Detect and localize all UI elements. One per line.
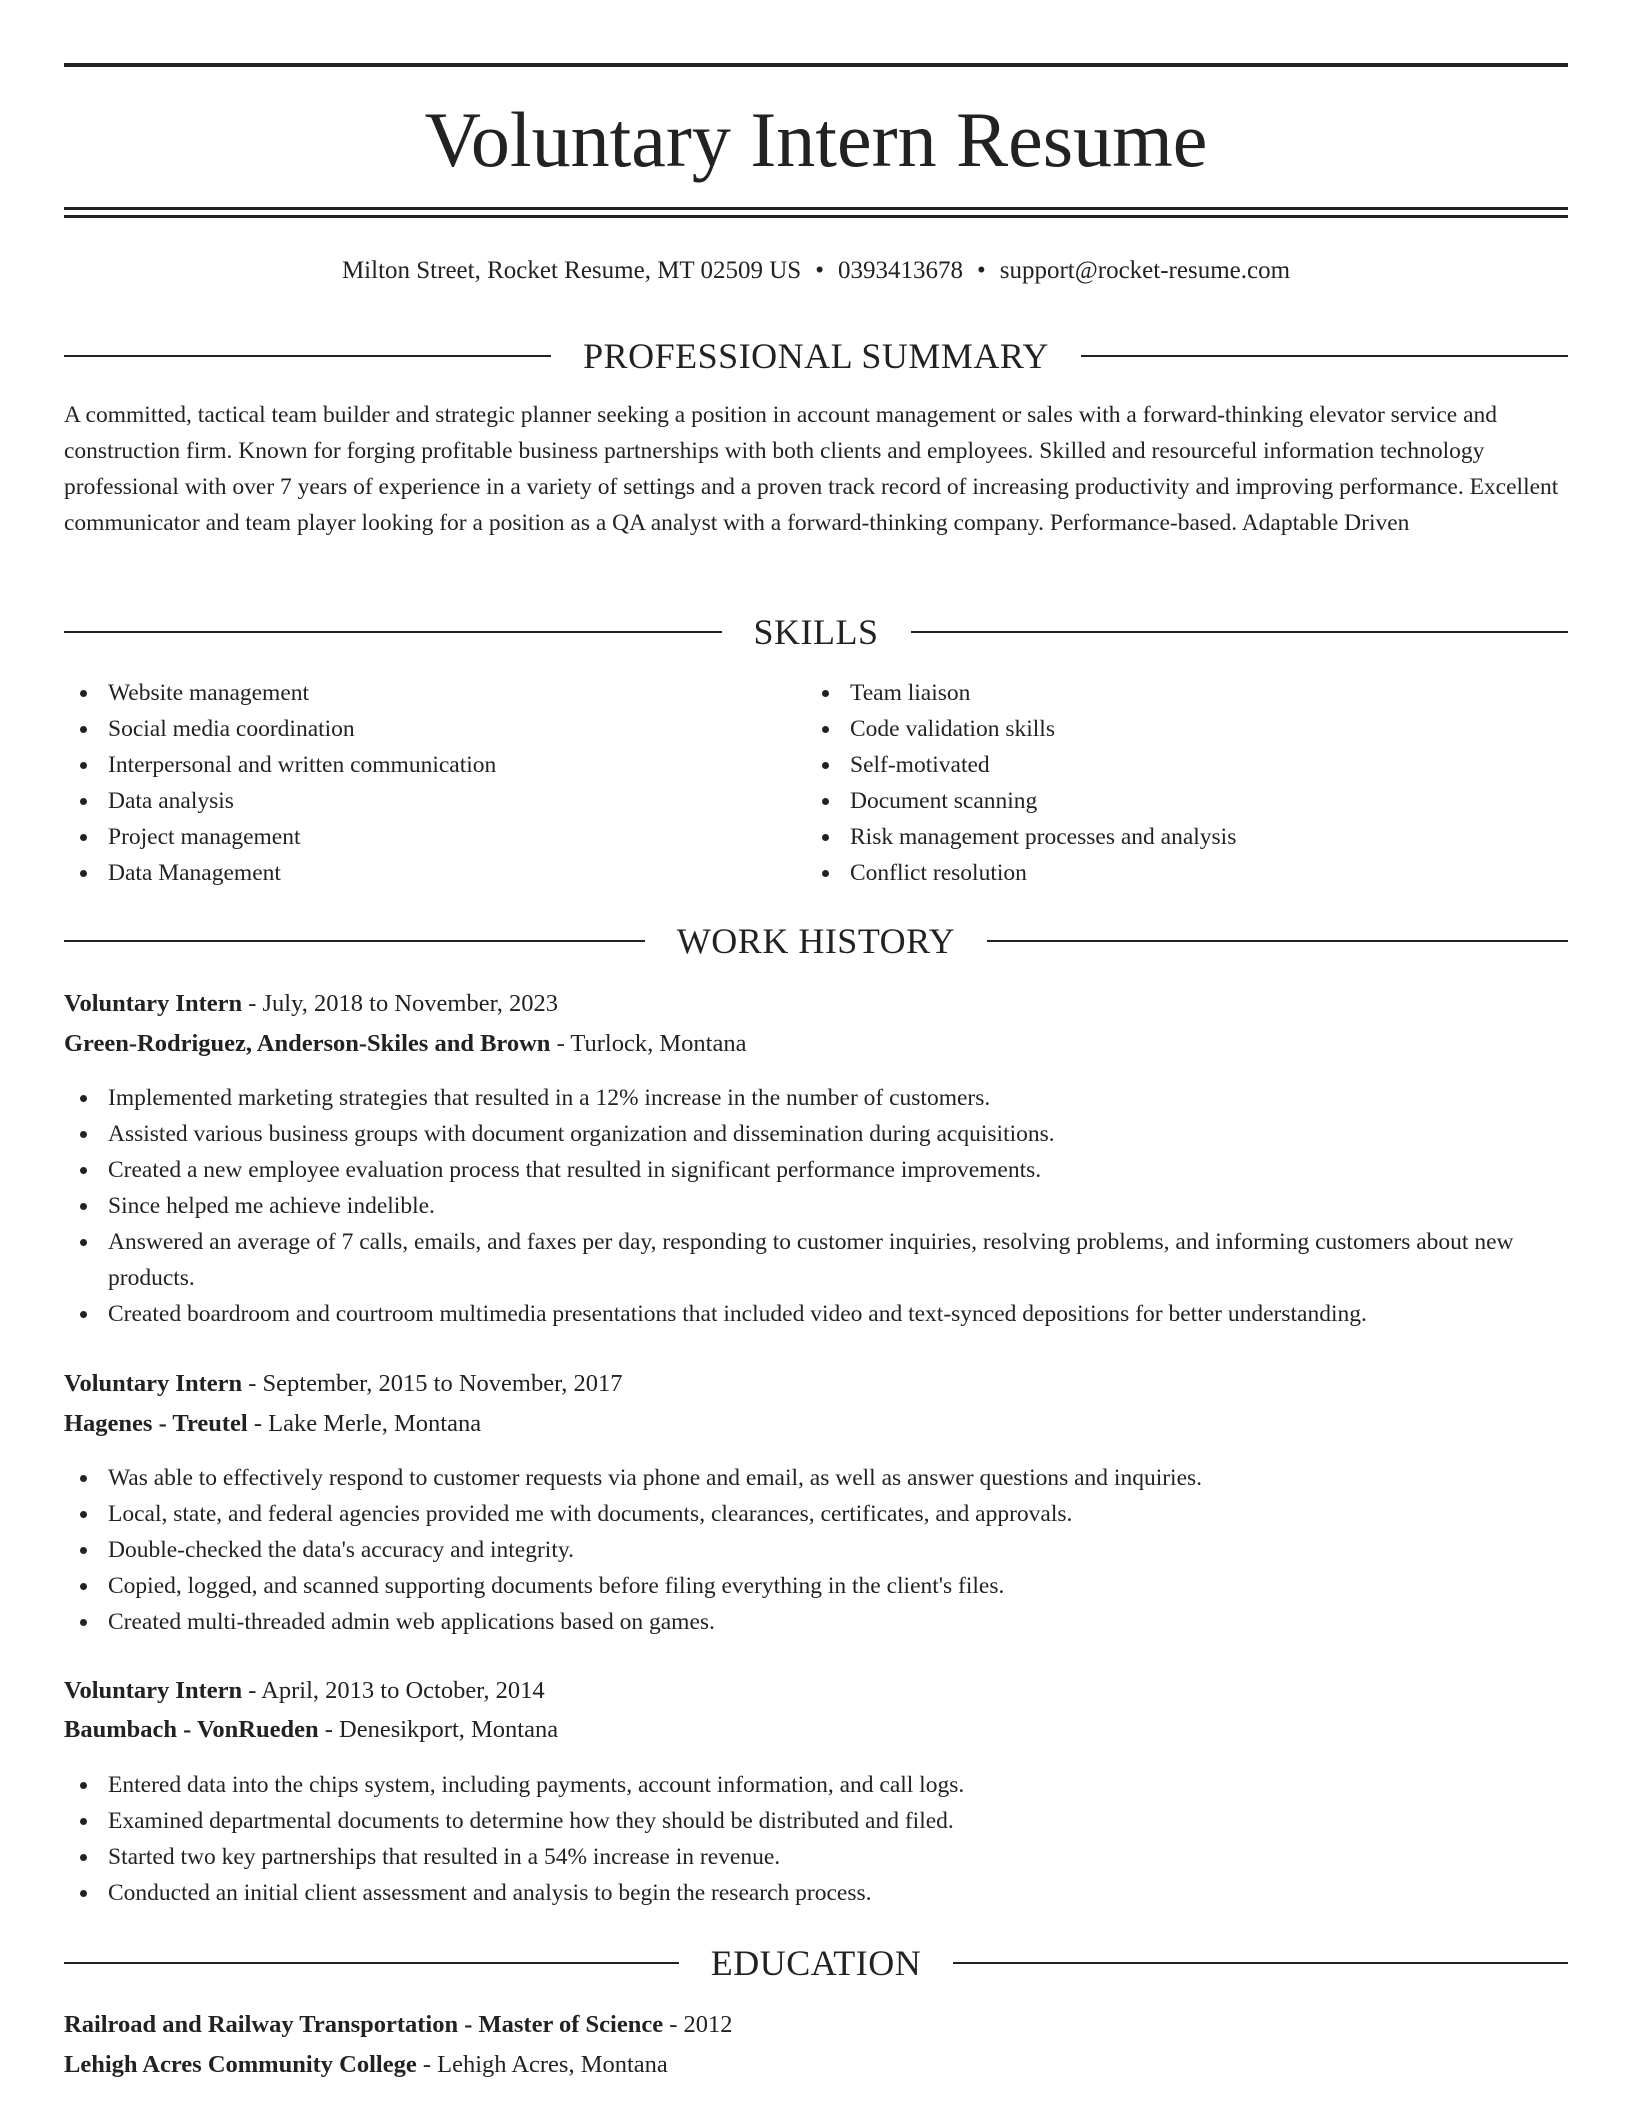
contact-phone: 0393413678 — [837, 257, 963, 284]
job-location: - Lake Merle, Montana — [247, 1410, 482, 1437]
work-heading-text: WORK HISTORY — [676, 921, 956, 961]
skill-item: Team liaison — [806, 675, 1546, 711]
job-bullet-item: Conducted an initial client assessment and analysis to begin the research process. — [64, 1875, 1568, 1911]
job-location: - Turlock, Montana — [550, 1030, 747, 1057]
job-bullet-item: Started two key partnerships that resulted in a 54% increase in revenue. — [64, 1839, 1568, 1875]
resume-title: Voluntary Intern Resume — [424, 96, 1208, 183]
heading-rule-left — [64, 355, 551, 357]
skill-item: Code validation skills — [806, 711, 1546, 747]
job-bullet-item: Was able to effectively respond to customer requests via phone and email, as well as answer questions and inquiries. — [64, 1460, 1568, 1496]
work-heading — [64, 919, 1568, 963]
job-bullet-item: Assisted various business groups with document organization and dissemination during acquisitions. — [64, 1116, 1568, 1152]
skill-item: Conflict resolution — [806, 855, 1546, 891]
job-dates: - July, 2018 to November, 2023 — [242, 990, 559, 1017]
top-rule — [64, 63, 1568, 67]
job-bullet-item: Examined departmental documents to determine how they should be distributed and filed. — [64, 1803, 1568, 1839]
job-title-line — [64, 1673, 1568, 1709]
heading-rule-right — [911, 631, 1569, 633]
summary-heading-text: PROFESSIONAL SUMMARY — [583, 336, 1049, 376]
job-title: Voluntary Intern — [64, 990, 243, 1017]
education-heading — [64, 1941, 1568, 1985]
job-bullet-item: Implemented marketing strategies that resulted in a 12% increase in the number of customers. — [64, 1080, 1568, 1116]
education-year: - 2012 — [663, 2011, 733, 2038]
contact-separator: • — [815, 257, 824, 284]
job-bullet-item: Answered an average of 7 calls, emails, and faxes per day, responding to customer inquiries, resolving problems, and informing customers about new products. — [64, 1224, 1568, 1296]
job-bullet-item: Copied, logged, and scanned supporting documents before filing everything in the client's files. — [64, 1568, 1568, 1604]
job-bullet-item: Entered data into the chips system, including payments, account information, and call logs. — [64, 1767, 1568, 1803]
education-heading-text: EDUCATION — [710, 1943, 922, 1983]
education-location: - Lehigh Acres, Montana — [416, 2051, 668, 2078]
job-company-line — [64, 1406, 1568, 1442]
heading-rule-left — [64, 940, 645, 942]
job-title: Voluntary Intern — [64, 1370, 243, 1397]
job-company: Hagenes - Treutel — [64, 1410, 248, 1437]
heading-rule-left — [64, 631, 722, 633]
heading-rule-right — [987, 940, 1568, 942]
skill-item: Data analysis — [64, 783, 804, 819]
job-bullet-item: Double-checked the data's accuracy and integrity. — [64, 1532, 1568, 1568]
job-bullets — [64, 1080, 1568, 1332]
skills-list-left — [64, 675, 804, 891]
job-bullets — [64, 1460, 1568, 1640]
summary-text: A committed, tactical team builder and strategic planner seeking a position in account management or sales with a forward-thinking elevator service and construction firm. Known for forging profitable business partnerships with both clients and employees. Skilled and resourceful information technology professional with over 7 years of experience in a variety of settings and a proven track record of increasing productivity and improving performance. Excellent communicator and team player looking for a position as a QA analyst with a forward-thinking company. Performance-based. Adaptable Driven — [64, 402, 1559, 536]
job-title-line — [64, 986, 1568, 1022]
job-dates: - September, 2015 to November, 2017 — [242, 1370, 623, 1397]
contact-address: Milton Street, Rocket Resume, MT 02509 US — [341, 257, 802, 284]
education-degree-line — [64, 2007, 1568, 2043]
job-title-line — [64, 1366, 1568, 1402]
job-title: Voluntary Intern — [64, 1677, 243, 1704]
job-company: Green-Rodriguez, Anderson-Skiles and Brown — [64, 1030, 551, 1057]
education-degree: Railroad and Railway Transportation - Master of Science — [64, 2011, 664, 2038]
contact-line — [64, 253, 1568, 289]
skill-item: Risk management processes and analysis — [806, 819, 1546, 855]
heading-rule-right — [953, 1962, 1568, 1964]
job-bullet-item: Local, state, and federal agencies provided me with documents, clearances, certificates, and approvals. — [64, 1496, 1568, 1532]
job-bullet-item: Created a new employee evaluation process that resulted in significant performance improvements. — [64, 1152, 1568, 1188]
job-bullet-item: Created multi-threaded admin web applications based on games. — [64, 1604, 1568, 1640]
skill-item: Interpersonal and written communication — [64, 747, 804, 783]
education-school-line — [64, 2047, 1568, 2083]
job-company-line — [64, 1026, 1568, 1062]
skill-item: Website management — [64, 675, 804, 711]
skill-item: Self-motivated — [806, 747, 1546, 783]
job-company: Baumbach - VonRueden — [64, 1716, 319, 1743]
skills-heading — [64, 610, 1568, 654]
job-bullet-item: Created boardroom and courtroom multimedia presentations that included video and text-synced depositions for better understanding. — [64, 1296, 1568, 1332]
heading-rule-left — [64, 1962, 679, 1964]
job-bullets — [64, 1767, 1568, 1911]
skill-item: Social media coordination — [64, 711, 804, 747]
job-dates: - April, 2013 to October, 2014 — [242, 1677, 545, 1704]
skills-list-right — [806, 675, 1546, 891]
job-company-line — [64, 1712, 1568, 1748]
skill-item: Project management — [64, 819, 804, 855]
summary-heading — [64, 334, 1568, 378]
skill-item: Data Management — [64, 855, 804, 891]
job-bullet-item: Since helped me achieve indelible. — [64, 1188, 1568, 1224]
heading-rule-right — [1081, 355, 1568, 357]
skill-item: Document scanning — [806, 783, 1546, 819]
education-school: Lehigh Acres Community College — [64, 2051, 417, 2078]
contact-separator: • — [976, 257, 986, 284]
title-rule-upper — [64, 207, 1568, 210]
title-rule-lower — [64, 215, 1568, 218]
skills-heading-text: SKILLS — [753, 612, 879, 652]
job-location: - Denesikport, Montana — [318, 1716, 559, 1743]
contact-email: support@rocket-resume.com — [999, 257, 1291, 284]
